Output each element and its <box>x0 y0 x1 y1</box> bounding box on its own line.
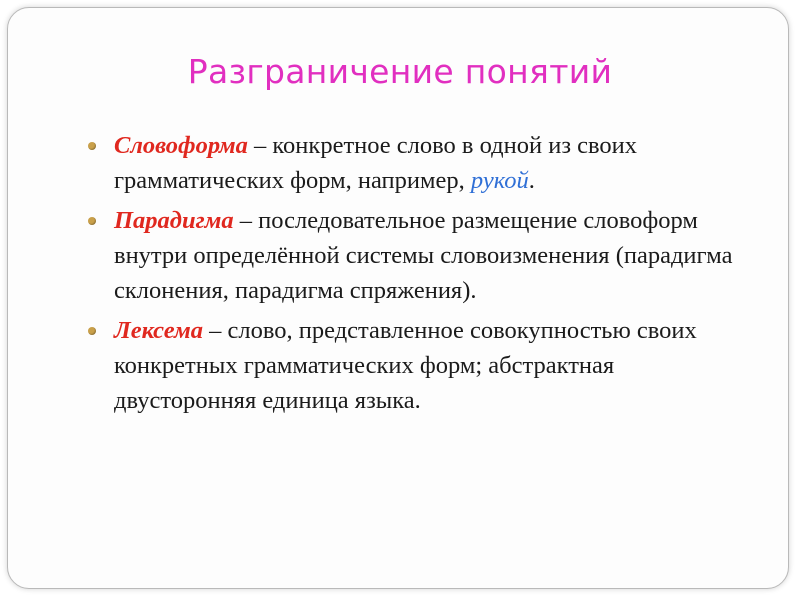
list-item-leksema <box>80 313 760 418</box>
bullet-dot-icon <box>88 142 96 150</box>
list-item-paradigma <box>80 203 760 308</box>
definition-text-end: . <box>528 167 535 194</box>
example-word: рукой <box>470 167 529 194</box>
term-slovoforma: Словоформа <box>114 132 248 159</box>
slide-title: Разграничение понятий <box>187 52 613 91</box>
definition-list <box>80 128 760 423</box>
bullet-dot-icon <box>88 327 96 335</box>
bullet-dot-icon <box>88 217 96 225</box>
list-item-slovoforma <box>80 128 760 198</box>
term-leksema: Лексема <box>114 317 204 344</box>
definition-text: – слово, представленное совокупностью своих конкретных грамматических форм; абстрактная двусторонняя единица языка. <box>114 317 697 414</box>
definition-text-part: – конкретное слово в одной из своих грамматических форм, например, <box>114 132 638 194</box>
definition-text: – последовательное размещение словоформ внутри определённой системы словоизменения (парадигма склонения, парадигма спряжения). <box>114 207 733 304</box>
term-paradigma: Парадигма <box>114 207 234 234</box>
